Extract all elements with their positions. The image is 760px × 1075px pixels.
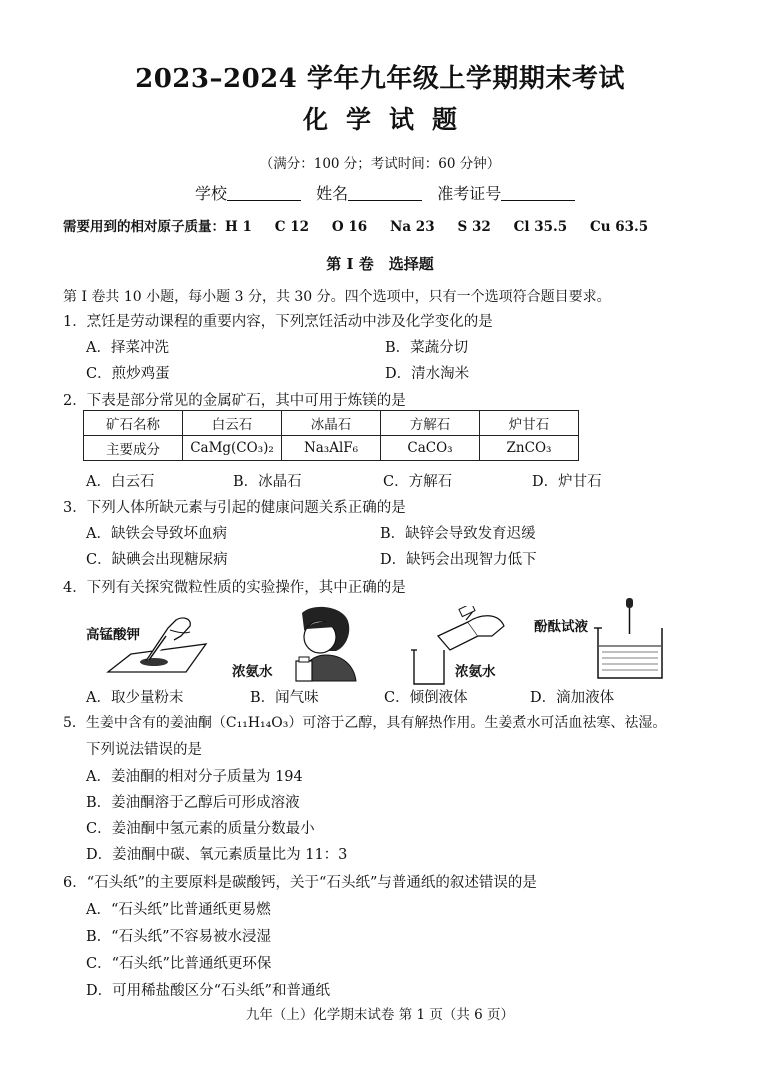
question-4-option-d: D．滴加液体 bbox=[530, 690, 615, 706]
page-footer: 九年（上）化学期末试卷 第 1 页（共 6 页） bbox=[245, 1007, 515, 1023]
ore-table-header-row bbox=[84, 411, 579, 436]
atomic-masses: 需要用到的相对原子质量：H 1 C 12 O 16 Na 23 S 32 Cl 35.5 Cu 63.5 bbox=[63, 219, 649, 235]
ore-formula-cell: ZnCO₃ bbox=[480, 436, 579, 461]
question-4-option-b: B．闻气味 bbox=[250, 690, 319, 706]
ore-table-row-label: 主要成分 bbox=[84, 436, 183, 461]
figure-d-dropper bbox=[592, 598, 672, 682]
ore-formula-cell: Na₃AlF₆ bbox=[282, 436, 381, 461]
school-field[interactable] bbox=[227, 186, 301, 201]
label-potassium-permanganate: 高锰酸钾 bbox=[86, 627, 140, 643]
question-1-option-d: D．清水淘米 bbox=[385, 366, 470, 382]
figure-b-smell bbox=[262, 603, 362, 683]
question-1-option-a: A．择菜冲洗 bbox=[86, 340, 169, 356]
ore-table-row bbox=[84, 436, 579, 461]
question-5-option-b: B．姜油酮溶于乙醇后可形成溶液 bbox=[86, 795, 300, 811]
label-phenolphthalein: 酚酞试液 bbox=[534, 619, 588, 635]
ore-table-header-cell: 炉甘石 bbox=[480, 411, 579, 436]
question-5-option-c: C．姜油酮中氢元素的质量分数最小 bbox=[86, 821, 315, 837]
name-label: 姓名 bbox=[316, 184, 349, 203]
question-4-stem: 4．下列有关探究微粒性质的实验操作，其中正确的是 bbox=[63, 580, 406, 596]
question-3-option-a: A．缺铁会导致坏血病 bbox=[86, 526, 227, 542]
question-6-option-c: C．“石头纸”比普通纸更环保 bbox=[86, 956, 272, 972]
question-4-option-c: C．倾倒液体 bbox=[384, 690, 468, 706]
question-3-option-c: C．缺碘会出现糖尿病 bbox=[86, 552, 228, 568]
ore-table bbox=[83, 410, 579, 461]
question-5-option-d: D．姜油酮中碳、氧元素质量比为 11：3 bbox=[86, 847, 348, 863]
question-6-stem: 6．“石头纸”的主要原料是碳酸钙，关于“石头纸”与普通纸的叙述错误的是 bbox=[63, 875, 537, 891]
ore-table-header-cell: 白云石 bbox=[183, 411, 282, 436]
question-2-stem: 2．下表是部分常见的金属矿石，其中可用于炼镁的是 bbox=[63, 393, 406, 409]
ore-table-header-cell: 方解石 bbox=[381, 411, 480, 436]
section-title: 第 I 卷 选择题 bbox=[326, 255, 434, 273]
question-5-stem-continued: 下列说法错误的是 bbox=[86, 742, 202, 758]
label-ammonia-b: 浓氨水 bbox=[232, 664, 273, 680]
name-field[interactable] bbox=[348, 186, 422, 201]
ore-formula-cell: CaCO₃ bbox=[381, 436, 480, 461]
student-fields bbox=[195, 181, 585, 204]
question-6-option-b: B．“石头纸”不容易被水浸湿 bbox=[86, 929, 271, 945]
school-label: 学校 bbox=[195, 184, 228, 203]
question-6-option-d: D．可用稀盐酸区分“石头纸”和普通纸 bbox=[86, 983, 330, 999]
ore-table-header-cell: 矿石名称 bbox=[84, 411, 183, 436]
question-3-stem: 3．下列人体所缺元素与引起的健康问题关系正确的是 bbox=[63, 500, 406, 516]
question-1-option-c: C．煎炒鸡蛋 bbox=[86, 366, 170, 382]
exam-id-label: 准考证号 bbox=[437, 184, 502, 203]
ore-formula-cell: CaMg(CO₃)₂ bbox=[183, 436, 282, 461]
question-2-option-c: C．方解石 bbox=[383, 474, 453, 490]
ore-table-header-cell: 冰晶石 bbox=[282, 411, 381, 436]
question-1-stem: 1．烹饪是劳动课程的重要内容，下列烹饪活动中涉及化学变化的是 bbox=[63, 314, 493, 330]
question-5-option-a: A．姜油酮的相对分子质量为 194 bbox=[86, 769, 303, 785]
question-3-option-d: D．缺钙会出现智力低下 bbox=[380, 552, 537, 568]
subject-title: 化学试题 bbox=[302, 105, 475, 134]
question-1-option-b: B．菜蔬分切 bbox=[385, 340, 469, 356]
exam-title: 2023–2024 学年九年级上学期期末考试 bbox=[135, 64, 625, 94]
question-6-option-a: A．“石头纸”比普通纸更易燃 bbox=[86, 902, 271, 918]
question-4-option-a: A．取少量粉末 bbox=[86, 690, 184, 706]
question-5-stem: 5．生姜中含有的姜油酮（C₁₁H₁₄O₃）可溶于乙醇，具有解热作用。生姜煮水可活血祛寒、祛湿。 bbox=[63, 715, 667, 731]
exam-info: （满分：100 分；考试时间：60 分钟） bbox=[259, 156, 501, 172]
section-instructions: 第 I 卷共 10 小题，每小题 3 分，共 30 分。四个选项中，只有一个选项符合题目要求。 bbox=[63, 289, 611, 305]
question-2-option-a: A．白云石 bbox=[86, 474, 155, 490]
question-2-option-b: B．冰晶石 bbox=[233, 474, 302, 490]
exam-id-field[interactable] bbox=[501, 186, 575, 201]
question-3-option-b: B．缺锌会导致发育迟缓 bbox=[380, 526, 536, 542]
question-2-option-d: D．炉甘石 bbox=[532, 474, 602, 490]
label-ammonia-c: 浓氨水 bbox=[455, 664, 496, 680]
